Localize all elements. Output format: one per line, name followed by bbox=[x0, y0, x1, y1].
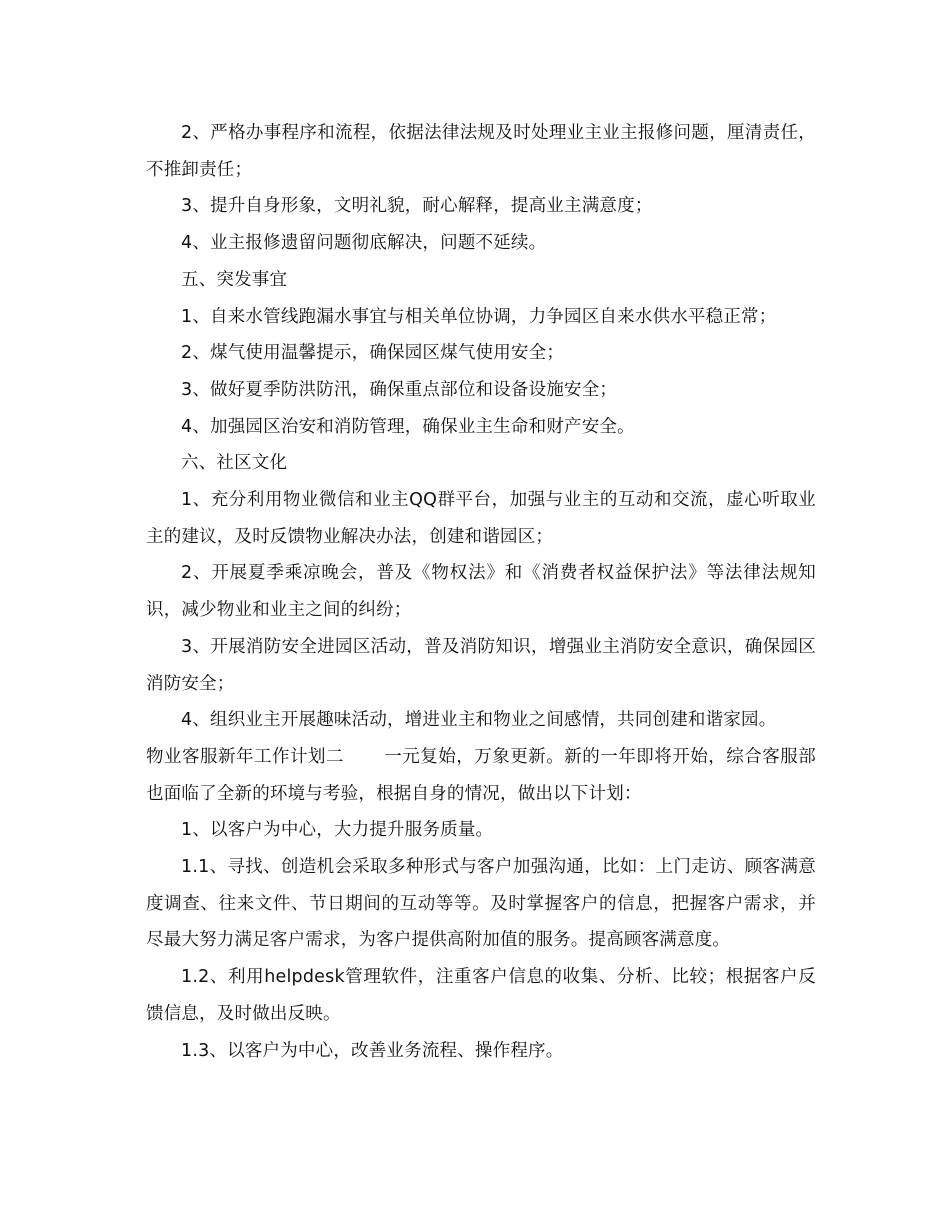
plan-title: 物业客服新年工作计划二 bbox=[146, 746, 344, 767]
paragraph: 4、加强园区治安和消防管理，确保业主生命和财产安全。 bbox=[181, 416, 635, 437]
paragraph: 2、开展夏季乘凉晚会，普及《物权法》和《消费者权益保护法》等法律法规知识，减少物业和业主之间的纠纷； bbox=[146, 563, 816, 621]
paragraph: 2、严格办事程序和流程，依据法律法规及时处理业主业主报修问题，厘清责任，不推卸责任； bbox=[146, 123, 816, 180]
paragraph: 3、提升自身形象，文明礼貌，耐心解释，提高业主满意度； bbox=[181, 196, 653, 217]
paragraph: 1、以客户为中心，大力提升服务质量。 bbox=[181, 820, 494, 841]
paragraph: 1.1、寻找、创造机会采取多种形式与客户加强沟通，比如：上门走访、顾客满意度调查、往来文件、节日期间的互动等等。及时掌握客户的信息，把握客户需求，并尽最大努力满足客户需求，为客户提供高附加值的服务。提高顾客满意度。 bbox=[146, 857, 816, 951]
plan-intro-paragraph bbox=[146, 739, 816, 812]
paragraph: 1、充分利用物业微信和业主QQ群平台，加强与业主的互动和交流，虚心听取业主的建议，及时反馈物业解决办法，创建和谐园区； bbox=[146, 490, 816, 547]
paragraph: 3、做好夏季防洪防汛，确保重点部位和设备设施安全； bbox=[181, 379, 618, 400]
section-heading: 六、社区文化 bbox=[181, 453, 288, 474]
plan-intro: 一元复始，万象更新。新的一年即将开始，综合客服部也面临了全新的环境与考验，根据自身的情况，做出以下计划： bbox=[146, 746, 816, 804]
paragraph: 1、自来水管线跑漏水事宜与相关单位协调，力争园区自来水供水平稳正常； bbox=[181, 306, 777, 327]
paragraph: 4、组织业主开展趣味活动，增进业主和物业之间感情，共同创建和谐家园。 bbox=[181, 710, 777, 731]
paragraph: 2、煤气使用温馨提示，确保园区煤气使用安全； bbox=[181, 343, 565, 364]
paragraph: 1.3、以客户为中心，改善业务流程、操作程序。 bbox=[181, 1040, 564, 1061]
paragraph: 3、开展消防安全进园区活动，普及消防知识，增强业主消防安全意识，确保园区消防安全； bbox=[146, 636, 816, 694]
paragraph: 4、业主报修遗留问题彻底解决，问题不延续。 bbox=[181, 233, 547, 254]
paragraph: 1.2、利用helpdesk管理软件，注重客户信息的收集、分析、比较；根据客户反馈信息，及时做出反映。 bbox=[146, 967, 816, 1024]
document-body bbox=[146, 115, 816, 1069]
section-heading: 五、突发事宜 bbox=[181, 269, 288, 290]
